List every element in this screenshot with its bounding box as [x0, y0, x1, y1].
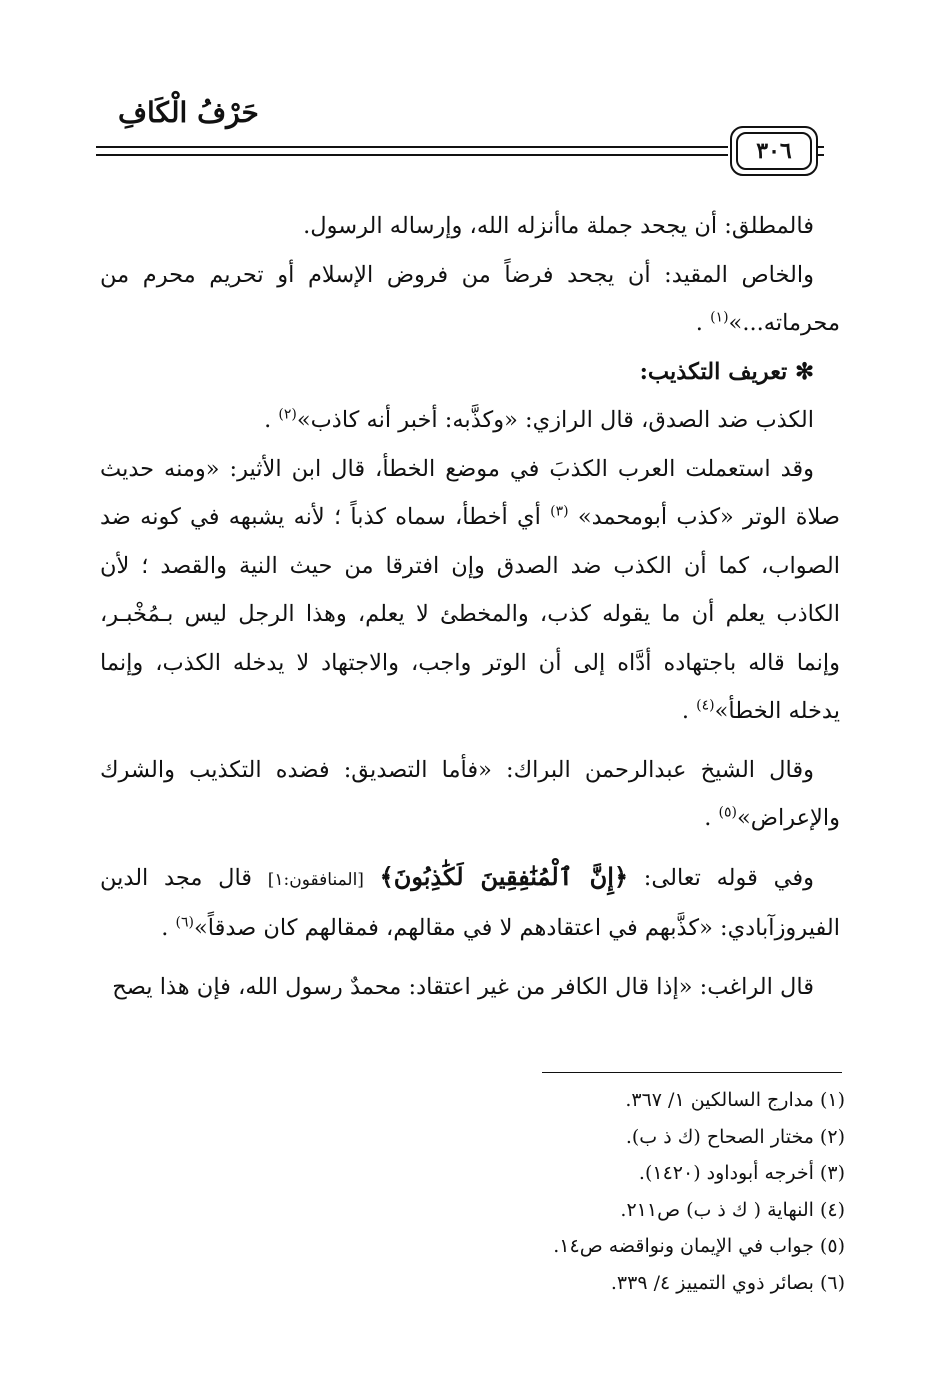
- footnote-3: (٣) أخرجه أبوداود (١٤٢٠).: [638, 1162, 845, 1185]
- page-number: ٣٠٦: [736, 132, 812, 170]
- footnote-1: (١) مدارج السالكين ١/ ٣٦٧.: [625, 1089, 845, 1111]
- paragraph-quran-verse: وفي قوله تعالى: ﴿إِنَّ ٱلْمُنَٰفِقِينَ لَكَٰذِبُونَ﴾ [المنافقون:١] قال مجد الدين الفيروزآبادي: «كذَّبهم في اعتقادهم لا في مقالهم، فمقالهم كان صدقاً»$^{(٦)}$ .: [100, 861, 840, 941]
- footnote-ref-4: (٤): [696, 697, 715, 714]
- paragraph-absolute-denial: فالمطلق: أن يجحد جملة ماأنزله الله، وإرساله الرسول.: [303, 213, 814, 239]
- footnote-ref-3: (٣): [550, 503, 569, 520]
- section-heading-takdhib: ✻ تعريف التكذيب:: [639, 358, 814, 385]
- footnote-2: (٢) مختار الصحاح (ك ذ ب).: [625, 1125, 845, 1148]
- footnote-4: (٤) النهاية ( ك ذ ب) ص٢١١.: [620, 1198, 845, 1221]
- footnote-ref-5: (٥): [718, 804, 737, 821]
- paragraph-barrak: وقال الشيخ عبدالرحمن البراك: «فأما التصديق: فضده التكذيب والشرك والإعراض»$^{(٥)}$ .: [100, 756, 840, 831]
- surah-reference: [المنافقون:١]: [267, 869, 364, 890]
- footnote-5: (٥) جواب في الإيمان ونواقضه ص١٤.: [553, 1235, 845, 1258]
- paragraph-raghib: قال الراغب: «إذا قال الكافر من غير اعتقاد: محمدٌ رسول الله، فإن هذا يصح: [112, 973, 814, 1000]
- quran-verse: ﴿إِنَّ ٱلْمُنَٰفِقِينَ لَكَٰذِبُونَ﴾: [379, 861, 629, 891]
- header-rule-right-bottom: [818, 154, 824, 156]
- footnotes: [300, 1082, 845, 1302]
- bullet-asterisk-icon: ✻: [787, 358, 814, 385]
- paragraph-razi-definition: الكذب ضد الصدق، قال الرازي: «وكذَّبه: أخبر أنه كاذب»$^{(٢)}$ .: [264, 406, 814, 433]
- header-rule-right-top: [818, 146, 824, 148]
- paragraph-restricted-denial: والخاص المقيد: أن يجحد فرضاً من فروض الإسلام أو تحريم محرم من محرماته...»$^{(١)}$ .: [100, 261, 840, 336]
- body-text: [100, 202, 840, 1011]
- paragraph-ibn-athir: وقد استعملت العرب الكذبَ في موضع الخطأ، قال ابن الأثير: «ومنه حديث صلاة الوتر «كذب أبومحمد» $^{(٣)}$ أي أخطأ، سماه كذباً ؛ لأنه يشبهه في كونه ضد الصواب، كما أن الكذب ضد الصدق وإن افترقا من حيث النية والقصد ؛ لأن الكاذب يعلم أن ما يقوله كذب، والمخطئ لا يعلم، وهذا الرجل ليس بـمُخْبـر، وإنما قاله باجتهاده أدَّاه إلى أن الوتر واجب، والاجتهاد لا يدخله الكذب، وإنما يدخله الخطأ»$^{(٤)}$ .: [100, 455, 841, 724]
- header-rule-bottom: [96, 154, 728, 156]
- header-rule-top: [96, 146, 728, 148]
- footnote-ref-6: (٦): [175, 914, 194, 931]
- footnote-ref-2: (٢): [278, 406, 297, 423]
- footnote-separator: [542, 1072, 842, 1073]
- running-title: حَرْفُ الْكَافِ: [118, 96, 259, 129]
- footnote-6: (٦) بصائر ذوي التمييز ٤/ ٣٣٩.: [610, 1271, 845, 1294]
- footnote-ref-1: (١): [710, 309, 729, 326]
